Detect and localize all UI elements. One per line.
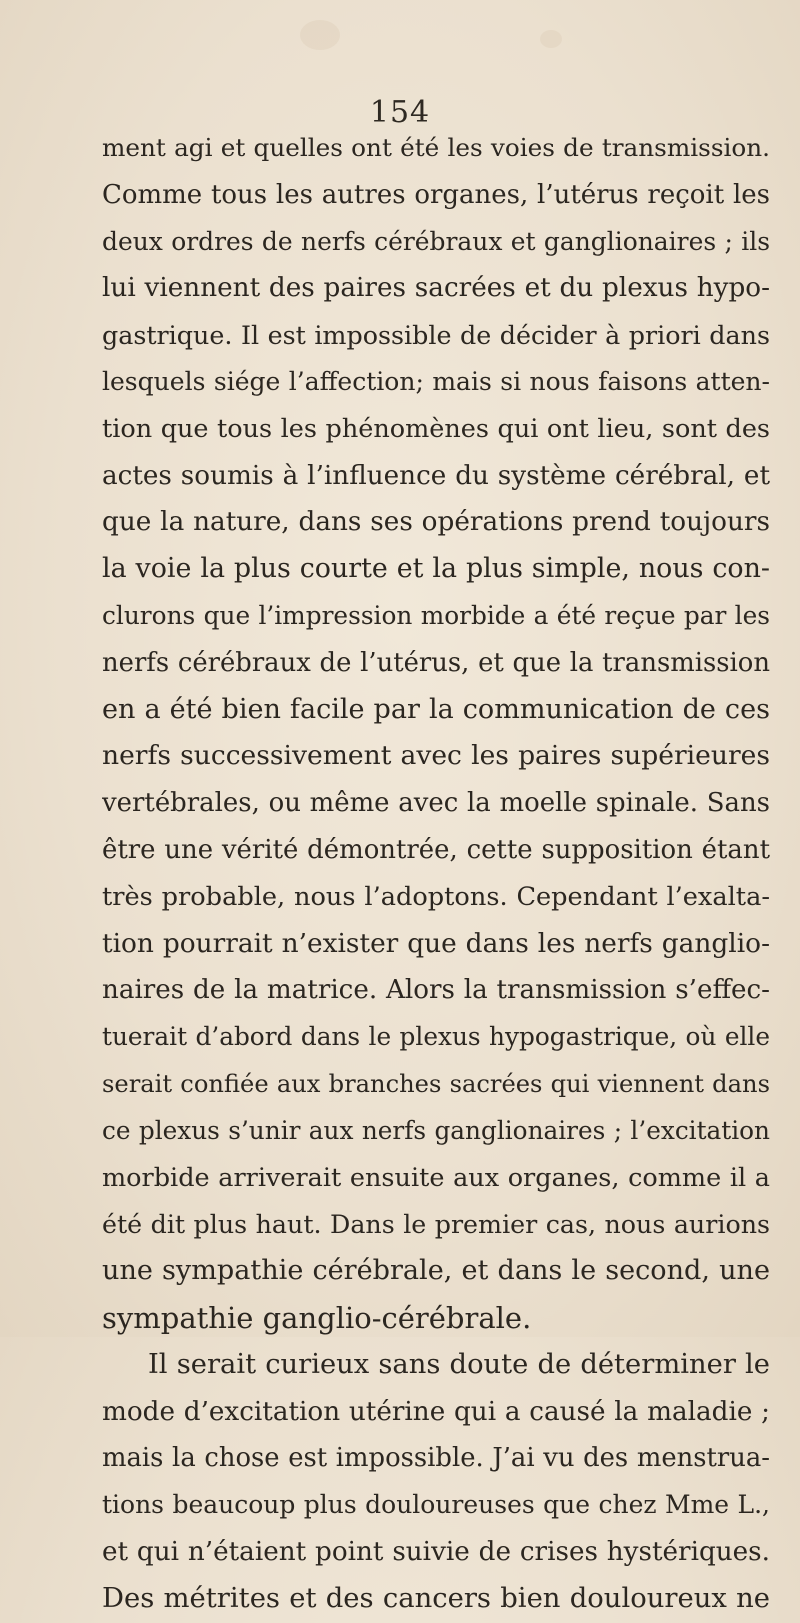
text-line: deux ordres de nerfs cérébraux et ganglionaires ; ils: [102, 226, 770, 256]
text-line: Des métrites et des cancers bien douloureux ne: [102, 1582, 770, 1614]
text-line: nerfs successivement avec les paires supérieures: [102, 740, 770, 772]
text-line: la voie la plus courte et la plus simple, nous con-: [102, 553, 770, 585]
text-line: morbide arriverait ensuite aux organes, comme il a: [102, 1162, 770, 1193]
text-line: sympathie ganglio-cérébrale.: [102, 1300, 532, 1335]
text-line: vertébrales, ou même avec la moelle spinale. Sans: [102, 788, 770, 819]
text-line: tion que tous les phénomènes qui ont lieu, sont des: [102, 413, 770, 444]
text-line: ce plexus s’unir aux nerfs ganglionaires ; l’excitation: [102, 1115, 770, 1145]
page-number: 154: [369, 95, 431, 130]
paper-stain: [540, 30, 562, 48]
text-line: été dit plus haut. Dans le premier cas, nous aurions: [102, 1209, 770, 1240]
paper-stain: [300, 20, 340, 50]
text-line: lesquels siége l’affection; mais si nous faisons atten-: [102, 366, 770, 396]
text-line: ment agi et quelles ont été les voies de transmission.: [102, 133, 770, 162]
text-line: très probable, nous l’adoptons. Cependant l’exalta-: [102, 881, 770, 912]
text-line: gastrique. Il est impossible de décider à priori dans: [102, 320, 770, 351]
text-line: naires de la matrice. Alors la transmission s’effec-: [102, 975, 770, 1006]
text-line: être une vérité démontrée, cette supposition étant: [102, 834, 770, 865]
text-line: une sympathie cérébrale, et dans le second, une: [102, 1255, 770, 1287]
text-line: serait confiée aux branches sacrées qui viennent dans: [102, 1069, 770, 1098]
text-line: tuerait d’abord dans le plexus hypogastrique, où elle: [102, 1022, 770, 1052]
text-line: tions beaucoup plus douloureuses que chez Mme L.,: [102, 1490, 770, 1520]
text-line: et qui n’étaient point suivie de crises hystériques.: [102, 1536, 770, 1567]
text-line: mais la chose est impossible. J’ai vu des menstrua-: [102, 1443, 770, 1474]
text-line: que la nature, dans ses opérations prend toujours: [102, 507, 770, 538]
text-line: mode d’excitation utérine qui a causé la maladie ;: [102, 1396, 770, 1427]
text-line: clurons que l’impression morbide a été reçue par les: [102, 600, 770, 630]
text-line: Comme tous les autres organes, l’utérus reçoit les: [102, 179, 770, 210]
text-line: en a été bien facile par la communication de ces: [102, 693, 770, 725]
body-text: [102, 125, 770, 1623]
text-line: tion pourrait n’exister que dans les nerfs ganglio-: [102, 927, 770, 959]
text-line: actes soumis à l’influence du système cérébral, et: [102, 460, 770, 491]
text-line: Il serait curieux sans doute de déterminer le: [148, 1348, 770, 1380]
text-line: lui viennent des paires sacrées et du plexus hypo-: [102, 273, 770, 304]
text-line: nerfs cérébraux de l’utérus, et que la transmission: [102, 647, 770, 678]
